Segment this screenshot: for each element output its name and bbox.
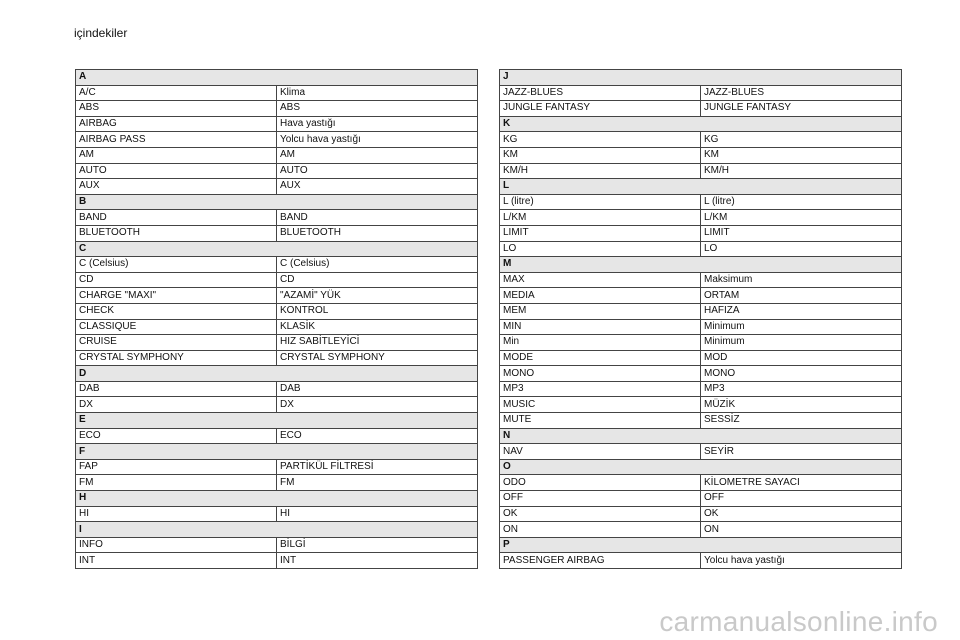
translation-cell: KM bbox=[701, 147, 902, 163]
term-cell: PASSENGER AIRBAG bbox=[500, 553, 701, 569]
term-cell: KG bbox=[500, 132, 701, 148]
term-cell: L/KM bbox=[500, 210, 701, 226]
term-cell: KM bbox=[500, 147, 701, 163]
table-row bbox=[500, 319, 902, 335]
translation-cell: JAZZ-BLUES bbox=[701, 85, 902, 101]
table-row bbox=[500, 101, 902, 117]
section-header-row bbox=[76, 444, 478, 460]
term-cell: LO bbox=[500, 241, 701, 257]
translation-cell: INT bbox=[277, 553, 478, 569]
translation-cell: L (litre) bbox=[701, 194, 902, 210]
table-row bbox=[500, 288, 902, 304]
table-row bbox=[76, 428, 478, 444]
translation-cell: HI bbox=[277, 506, 478, 522]
table-row bbox=[500, 147, 902, 163]
table-row bbox=[76, 553, 478, 569]
term-cell: ON bbox=[500, 522, 701, 538]
table-row bbox=[500, 413, 902, 429]
table-row bbox=[76, 288, 478, 304]
table-row bbox=[500, 132, 902, 148]
term-cell: MP3 bbox=[500, 381, 701, 397]
translation-cell: KİLOMETRE SAYACI bbox=[701, 475, 902, 491]
section-letter: B bbox=[76, 194, 478, 210]
term-cell: CLASSIQUE bbox=[76, 319, 277, 335]
section-header-row bbox=[76, 491, 478, 507]
table-row bbox=[500, 506, 902, 522]
table-row bbox=[500, 444, 902, 460]
translation-cell: KM/H bbox=[701, 163, 902, 179]
translation-cell: BİLGİ bbox=[277, 537, 478, 553]
table-row bbox=[76, 163, 478, 179]
translation-cell: MÜZİK bbox=[701, 397, 902, 413]
term-cell: MIN bbox=[500, 319, 701, 335]
section-header-row bbox=[76, 522, 478, 538]
term-cell: MEDIA bbox=[500, 288, 701, 304]
table-row bbox=[76, 303, 478, 319]
table-row bbox=[76, 179, 478, 195]
table-row bbox=[500, 225, 902, 241]
table-row bbox=[76, 85, 478, 101]
term-cell: JAZZ-BLUES bbox=[500, 85, 701, 101]
table-row bbox=[76, 272, 478, 288]
table-row bbox=[76, 335, 478, 351]
section-letter: H bbox=[76, 491, 478, 507]
translation-cell: MP3 bbox=[701, 381, 902, 397]
term-cell: MUSIC bbox=[500, 397, 701, 413]
section-letter: J bbox=[500, 70, 902, 86]
section-letter: D bbox=[76, 366, 478, 382]
table-row bbox=[500, 335, 902, 351]
translation-cell: OFF bbox=[701, 491, 902, 507]
translation-cell: LO bbox=[701, 241, 902, 257]
term-cell: DX bbox=[76, 397, 277, 413]
translation-cell: L/KM bbox=[701, 210, 902, 226]
term-cell: BAND bbox=[76, 210, 277, 226]
table-row bbox=[76, 475, 478, 491]
table-row bbox=[500, 475, 902, 491]
term-cell: A/C bbox=[76, 85, 277, 101]
translation-cell: ECO bbox=[277, 428, 478, 444]
term-cell: C (Celsius) bbox=[76, 257, 277, 273]
term-cell: JUNGLE FANTASY bbox=[500, 101, 701, 117]
section-header-row bbox=[76, 413, 478, 429]
translation-cell: HIZ SABİTLEYİCİ bbox=[277, 335, 478, 351]
section-header-row bbox=[76, 241, 478, 257]
translation-cell: ON bbox=[701, 522, 902, 538]
section-letter: P bbox=[500, 537, 902, 553]
translation-cell: ORTAM bbox=[701, 288, 902, 304]
term-cell: MEM bbox=[500, 303, 701, 319]
term-cell: ABS bbox=[76, 101, 277, 117]
section-header-row bbox=[500, 116, 902, 132]
term-cell: DAB bbox=[76, 381, 277, 397]
term-cell: AIRBAG bbox=[76, 116, 277, 132]
translation-cell: C (Celsius) bbox=[277, 257, 478, 273]
table-row bbox=[76, 132, 478, 148]
term-cell: MODE bbox=[500, 350, 701, 366]
translation-cell: HAFIZA bbox=[701, 303, 902, 319]
translation-cell: Maksimum bbox=[701, 272, 902, 288]
table-row bbox=[76, 319, 478, 335]
translation-cell: ABS bbox=[277, 101, 478, 117]
translation-cell: CD bbox=[277, 272, 478, 288]
term-cell: CHECK bbox=[76, 303, 277, 319]
section-letter: F bbox=[76, 444, 478, 460]
translation-cell: MOD bbox=[701, 350, 902, 366]
section-header-row bbox=[500, 70, 902, 86]
term-cell: HI bbox=[76, 506, 277, 522]
section-letter: O bbox=[500, 459, 902, 475]
term-cell: INT bbox=[76, 553, 277, 569]
translation-cell: Minimum bbox=[701, 335, 902, 351]
table-row bbox=[500, 85, 902, 101]
table-row bbox=[500, 522, 902, 538]
table-row bbox=[76, 147, 478, 163]
term-cell: MONO bbox=[500, 366, 701, 382]
section-header-row bbox=[76, 70, 478, 86]
translation-cell: SESSİZ bbox=[701, 413, 902, 429]
translation-cell: KONTROL bbox=[277, 303, 478, 319]
table-row bbox=[500, 163, 902, 179]
table-row bbox=[500, 241, 902, 257]
term-cell: LIMIT bbox=[500, 225, 701, 241]
term-cell: OK bbox=[500, 506, 701, 522]
section-header-row bbox=[500, 537, 902, 553]
term-cell: Min bbox=[500, 335, 701, 351]
translation-cell: Klima bbox=[277, 85, 478, 101]
table-row bbox=[76, 381, 478, 397]
glossary-table-right bbox=[499, 69, 902, 569]
translation-cell: SEYİR bbox=[701, 444, 902, 460]
term-cell: CHARGE "MAXI" bbox=[76, 288, 277, 304]
section-letter: N bbox=[500, 428, 902, 444]
section-header-row bbox=[500, 257, 902, 273]
term-cell: ECO bbox=[76, 428, 277, 444]
translation-cell: MONO bbox=[701, 366, 902, 382]
translation-cell: Yolcu hava yastığı bbox=[701, 553, 902, 569]
translation-cell: KLASİK bbox=[277, 319, 478, 335]
term-cell: FAP bbox=[76, 459, 277, 475]
section-letter: L bbox=[500, 179, 902, 195]
page-title: içindekiler bbox=[74, 26, 128, 40]
term-cell: AUTO bbox=[76, 163, 277, 179]
table-row bbox=[76, 537, 478, 553]
table-row bbox=[76, 101, 478, 117]
table-row bbox=[500, 397, 902, 413]
table-row bbox=[500, 210, 902, 226]
translation-cell: BAND bbox=[277, 210, 478, 226]
term-cell: CRUISE bbox=[76, 335, 277, 351]
term-cell: BLUETOOTH bbox=[76, 225, 277, 241]
table-row bbox=[76, 350, 478, 366]
table-row bbox=[500, 272, 902, 288]
section-header-row bbox=[500, 179, 902, 195]
section-letter: E bbox=[76, 413, 478, 429]
translation-cell: AUX bbox=[277, 179, 478, 195]
translation-cell: PARTİKÜL FİLTRESİ bbox=[277, 459, 478, 475]
table-row bbox=[76, 397, 478, 413]
watermark: carmanualsonline.info bbox=[659, 606, 938, 637]
translation-cell: DAB bbox=[277, 381, 478, 397]
table-row bbox=[500, 366, 902, 382]
section-header-row bbox=[76, 194, 478, 210]
term-cell: KM/H bbox=[500, 163, 701, 179]
translation-cell: BLUETOOTH bbox=[277, 225, 478, 241]
section-letter: I bbox=[76, 522, 478, 538]
table-row bbox=[500, 491, 902, 507]
section-letter: A bbox=[76, 70, 478, 86]
translation-cell: Yolcu hava yastığı bbox=[277, 132, 478, 148]
term-cell: CD bbox=[76, 272, 277, 288]
translation-cell: Hava yastığı bbox=[277, 116, 478, 132]
table-row bbox=[500, 381, 902, 397]
term-cell: AIRBAG PASS bbox=[76, 132, 277, 148]
translation-cell: "AZAMİ" YÜK bbox=[277, 288, 478, 304]
translation-cell: AUTO bbox=[277, 163, 478, 179]
table-row bbox=[500, 303, 902, 319]
translation-cell: OK bbox=[701, 506, 902, 522]
term-cell: AUX bbox=[76, 179, 277, 195]
section-header-row bbox=[500, 428, 902, 444]
table-row bbox=[76, 210, 478, 226]
term-cell: INFO bbox=[76, 537, 277, 553]
term-cell: ODO bbox=[500, 475, 701, 491]
table-row bbox=[76, 459, 478, 475]
table-row bbox=[76, 506, 478, 522]
translation-cell: KG bbox=[701, 132, 902, 148]
glossary-table-left bbox=[75, 69, 478, 569]
table-row bbox=[500, 553, 902, 569]
section-letter: M bbox=[500, 257, 902, 273]
term-cell: CRYSTAL SYMPHONY bbox=[76, 350, 277, 366]
section-letter: C bbox=[76, 241, 478, 257]
section-letter: K bbox=[500, 116, 902, 132]
term-cell: OFF bbox=[500, 491, 701, 507]
term-cell: AM bbox=[76, 147, 277, 163]
translation-cell: FM bbox=[277, 475, 478, 491]
translation-cell: CRYSTAL SYMPHONY bbox=[277, 350, 478, 366]
term-cell: MAX bbox=[500, 272, 701, 288]
term-cell: NAV bbox=[500, 444, 701, 460]
table-row bbox=[500, 194, 902, 210]
section-header-row bbox=[500, 459, 902, 475]
term-cell: L (litre) bbox=[500, 194, 701, 210]
translation-cell: JUNGLE FANTASY bbox=[701, 101, 902, 117]
section-header-row bbox=[76, 366, 478, 382]
translation-cell: LIMIT bbox=[701, 225, 902, 241]
translation-cell: AM bbox=[277, 147, 478, 163]
term-cell: MUTE bbox=[500, 413, 701, 429]
table-row bbox=[500, 350, 902, 366]
table-row bbox=[76, 225, 478, 241]
translation-cell: Minimum bbox=[701, 319, 902, 335]
table-row bbox=[76, 257, 478, 273]
term-cell: FM bbox=[76, 475, 277, 491]
translation-cell: DX bbox=[277, 397, 478, 413]
table-row bbox=[76, 116, 478, 132]
